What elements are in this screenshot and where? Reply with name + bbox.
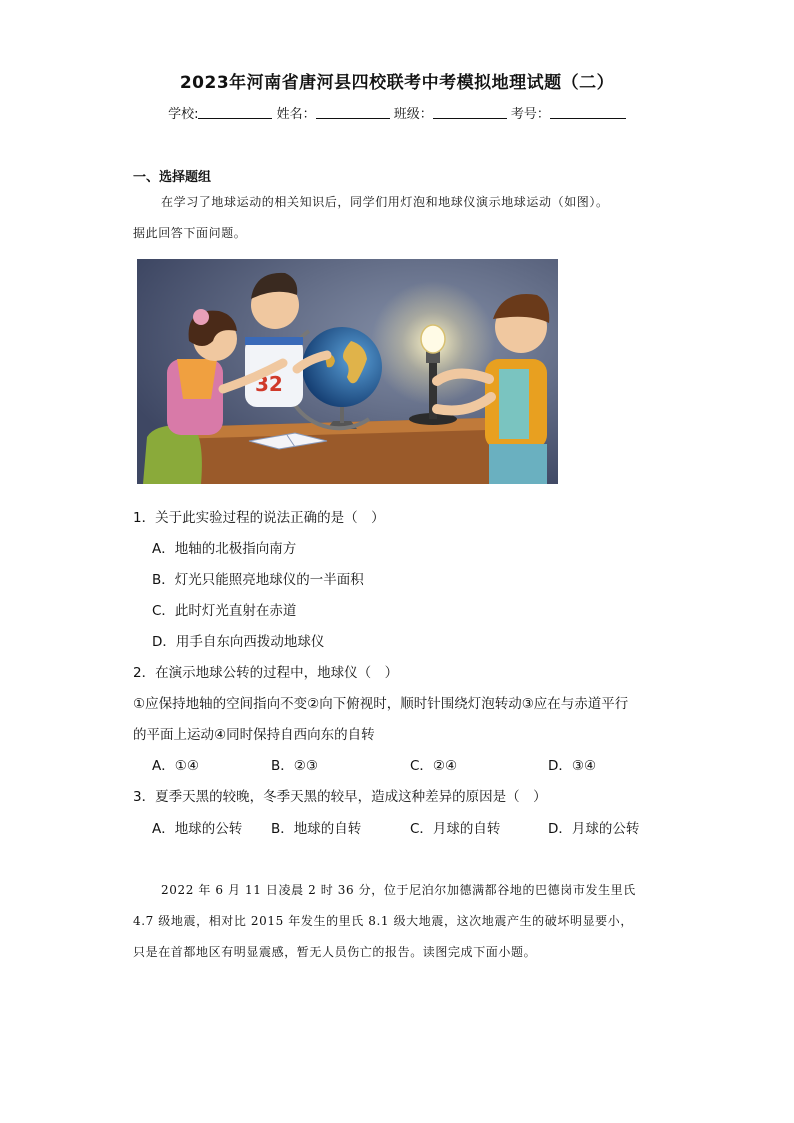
question-1-option-a[interactable]: A．地轴的北极指向南方 [152, 541, 297, 557]
intro-line-1: 在学习了地球运动的相关知识后，同学们用灯泡和地球仪演示地球运动（如图）。 [161, 195, 609, 209]
globe-lamp-illustration [137, 259, 558, 484]
name-label: 姓名： [276, 107, 316, 122]
question-3-option-c[interactable]: C．月球的自转 [410, 821, 501, 837]
intro-line-2: 据此回答下面问题。 [133, 226, 247, 240]
question-1-option-d[interactable]: D．用手自东向西拨动地球仪 [152, 634, 325, 650]
school-label: 学校: [168, 107, 199, 122]
page-title: 2023年河南省唐河县四校联考中考模拟地理试题（二） [179, 73, 615, 93]
passage-2-line-1: 2022 年 6 月 11 日凌晨 2 时 36 分，位于尼泊尔加德满都谷地的巴德岗市发生里氏 [161, 883, 636, 897]
question-3-stem: 3．夏季天黑的较晚，冬季天黑的较早，造成这种差异的原因是（ ） [133, 789, 547, 805]
question-2-option-a[interactable]: A．①④ [152, 758, 199, 774]
question-3-option-b[interactable]: B．地球的自转 [271, 821, 362, 837]
class-blank[interactable] [433, 106, 507, 119]
student-info-line [0, 103, 794, 122]
exam-number-label: 考号： [510, 107, 550, 122]
jersey-number: 32 [255, 372, 283, 396]
question-1-option-b[interactable]: B．灯光只能照亮地球仪的一半面积 [152, 572, 364, 588]
passage-2-line-3: 只是在首都地区有明显震感，暂无人员伤亡的报告。读图完成下面小题。 [133, 945, 537, 959]
globe-icon [302, 327, 382, 407]
question-2-stem: 2．在演示地球公转的过程中，地球仪（ ） [133, 665, 399, 681]
question-2-statement-line-2: 的平面上运动④同时保持自西向东的自转 [133, 727, 375, 743]
question-2-option-b[interactable]: B．②③ [271, 758, 318, 774]
question-3-option-a[interactable]: A．地球的公转 [152, 821, 243, 837]
exam-number-blank[interactable] [550, 106, 626, 119]
question-2-option-d[interactable]: D．③④ [548, 758, 597, 774]
question-1-stem: 1．关于此实验过程的说法正确的是（ ） [133, 510, 385, 526]
passage-2-line-2: 4.7 级地震，相对比 2015 年发生的里氏 8.1 级大地震，这次地震产生的破坏明显要小， [133, 914, 633, 928]
question-3-option-d[interactable]: D．月球的公转 [548, 821, 640, 837]
school-blank[interactable] [198, 106, 272, 119]
name-blank[interactable] [316, 106, 390, 119]
question-2-option-c[interactable]: C．②④ [410, 758, 458, 774]
question-2-statement-line-1: ①应保持地轴的空间指向不变②向下俯视时，顺时针围绕灯泡转动③应在与赤道平行 [133, 696, 629, 712]
class-label: 班级： [393, 107, 433, 122]
light-bulb-icon [421, 325, 445, 353]
section-title: 一、选择题组 [133, 170, 212, 185]
question-1-option-c[interactable]: C．此时灯光直射在赤道 [152, 603, 297, 619]
